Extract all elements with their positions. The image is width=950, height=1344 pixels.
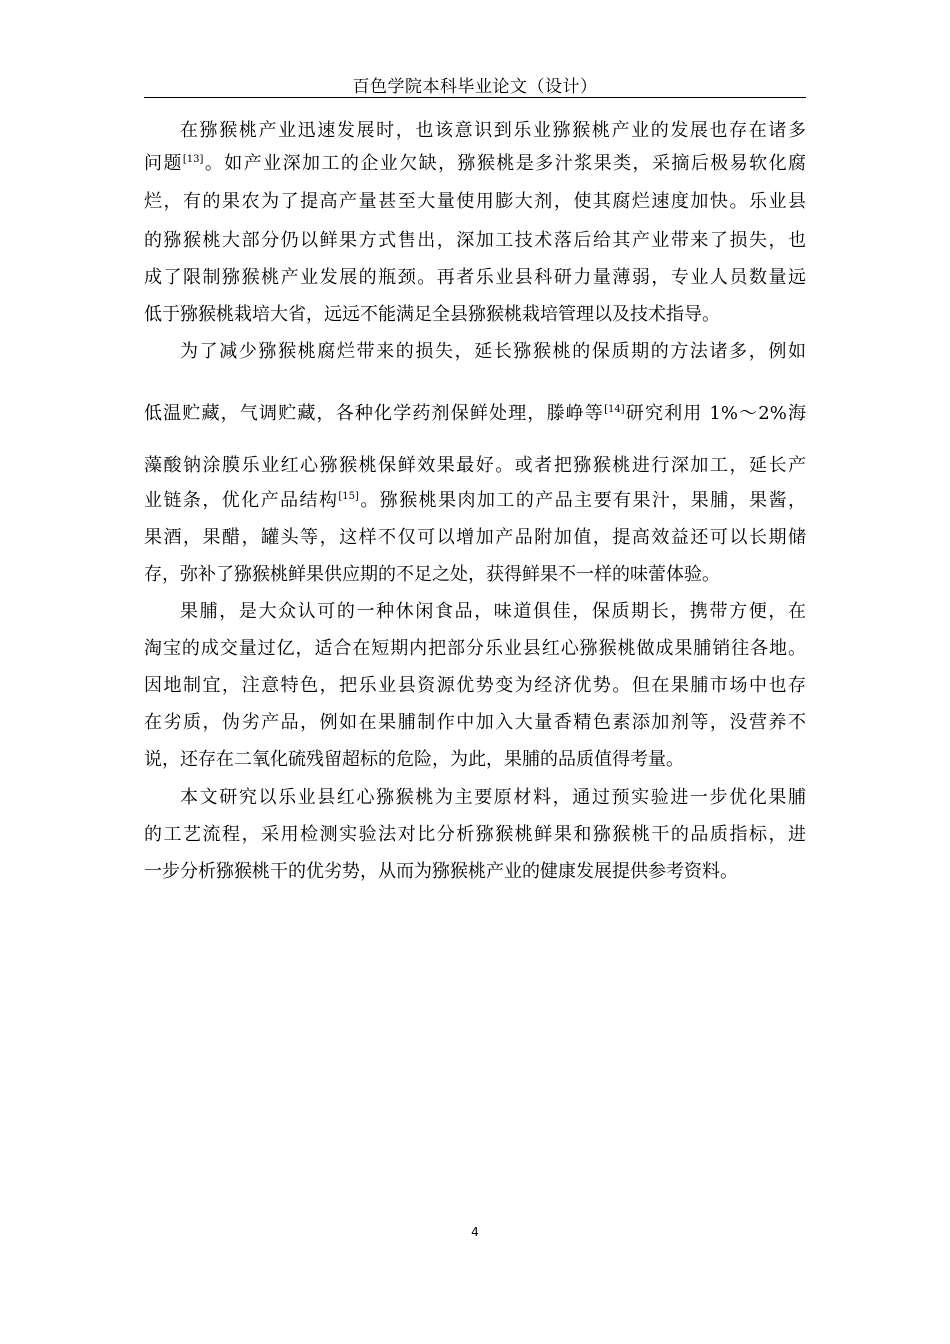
text-run: 研究利用 1%～2%海 — [624, 403, 806, 424]
text-run: 低于猕猴桃栽培大省，远远不能满足全县猕猴桃栽培管理以及技术指导。 — [144, 304, 720, 325]
text-run: 一步分析猕猴桃干的优劣势，从而为猕猴桃产业的健康发展提供参考资料。 — [144, 861, 738, 882]
text-run: 果脯，是大众认可的一种休闲食品，味道俱佳，保质期长，携带方便，在 — [180, 601, 806, 622]
text-run: 烂，有的果农为了提高产量甚至大量使用膨大剂，使其腐烂速度加快。乐业县 — [144, 191, 806, 212]
paragraph-2-line-2 — [144, 400, 806, 428]
text-run: 说，还存在二氧化硫残留超标的危险，为此，果脯的品质值得考量。 — [144, 749, 684, 770]
text-run: 低温贮藏，气调贮藏，各种化学药剂保鲜处理，滕峥等 — [144, 403, 605, 424]
paragraph-2-line-5 — [144, 524, 806, 552]
text-run: 的工艺流程，采用检测实验法对比分析猕猴桃鲜果和猕猴桃干的品质指标，进 — [144, 824, 806, 845]
paragraph-2-line-6 — [144, 561, 806, 589]
text-run: 业链条，优化产品结构 — [144, 490, 339, 511]
paragraph-1-line-2 — [144, 150, 806, 178]
paragraph-4-line-1 — [180, 784, 806, 812]
text-run: 问题 — [144, 153, 183, 174]
paragraph-1-line-6 — [144, 301, 806, 329]
citation-15: [15] — [338, 491, 359, 502]
paragraph-1-line-4 — [144, 227, 806, 255]
text-run: 的猕猴桃大部分仍以鲜果方式售出，深加工技术落后给其产业带来了损失，也 — [144, 230, 806, 251]
header-title: 百色学院本科毕业论文（设计） — [352, 77, 598, 97]
paragraph-3-line-3 — [144, 672, 806, 700]
text-run: 在劣质，伪劣产品，例如在果脯制作中加入大量香精色素添加剂等，没营养不 — [144, 712, 806, 733]
text-run: 存，弥补了猕猴桃鲜果供应期的不足之处，获得鲜果不一样的味蕾体验。 — [144, 564, 720, 585]
header-divider — [144, 97, 806, 98]
paragraph-3-line-2 — [144, 635, 806, 663]
paragraph-3-line-4 — [144, 709, 806, 737]
paragraph-2-line-3 — [144, 452, 806, 480]
paragraph-3-line-1 — [180, 598, 806, 626]
text-run: 。猕猴桃果肉加工的产品主要有果汁，果脯，果酱， — [358, 490, 806, 511]
paragraph-1-line-1 — [180, 117, 806, 145]
text-run: 藻酸钠涂膜乐业红心猕猴桃保鲜效果最好。或者把猕猴桃进行深加工，延长产 — [144, 455, 806, 476]
text-run: 为了减少猕猴桃腐烂带来的损失，延长猕猴桃的保质期的方法诸多，例如 — [180, 341, 806, 362]
paragraph-1-line-5 — [144, 264, 806, 292]
text-run: 在猕猴桃产业迅速发展时，也该意识到乐业猕猴桃产业的发展也存在诸多 — [180, 120, 806, 141]
text-run: 果酒，果醋，罐头等，这样不仅可以增加产品附加值，提高效益还可以长期储 — [144, 527, 806, 548]
text-run: 淘宝的成交量过亿，适合在短期内把部分乐业县红心猕猴桃做成果脯销往各地。 — [144, 638, 806, 659]
citation-14: [14] — [604, 404, 625, 415]
paragraph-2-line-1 — [180, 338, 806, 366]
paragraph-2-line-4 — [144, 487, 806, 515]
paragraph-1-line-3 — [144, 188, 806, 216]
paragraph-4-line-2 — [144, 821, 806, 849]
citation-13: [13] — [182, 154, 204, 165]
text-run: 本文研究以乐业县红心猕猴桃为主要原材料，通过预实验进一步优化果脯 — [180, 787, 806, 808]
text-run: 因地制宜，注意特色，把乐业县资源优势变为经济优势。但在果脯市场中也存 — [144, 675, 806, 696]
paragraph-4-line-3 — [144, 858, 806, 886]
text-run: 。如产业深加工的企业欠缺，猕猴桃是多汁浆果类，采摘后极易软化腐 — [203, 153, 806, 174]
paragraph-3-line-5 — [144, 746, 806, 774]
text-run: 成了限制猕猴桃产业发展的瓶颈。再者乐业县科研力量薄弱，专业人员数量远 — [144, 267, 806, 288]
page-number: 4 — [471, 1225, 479, 1239]
